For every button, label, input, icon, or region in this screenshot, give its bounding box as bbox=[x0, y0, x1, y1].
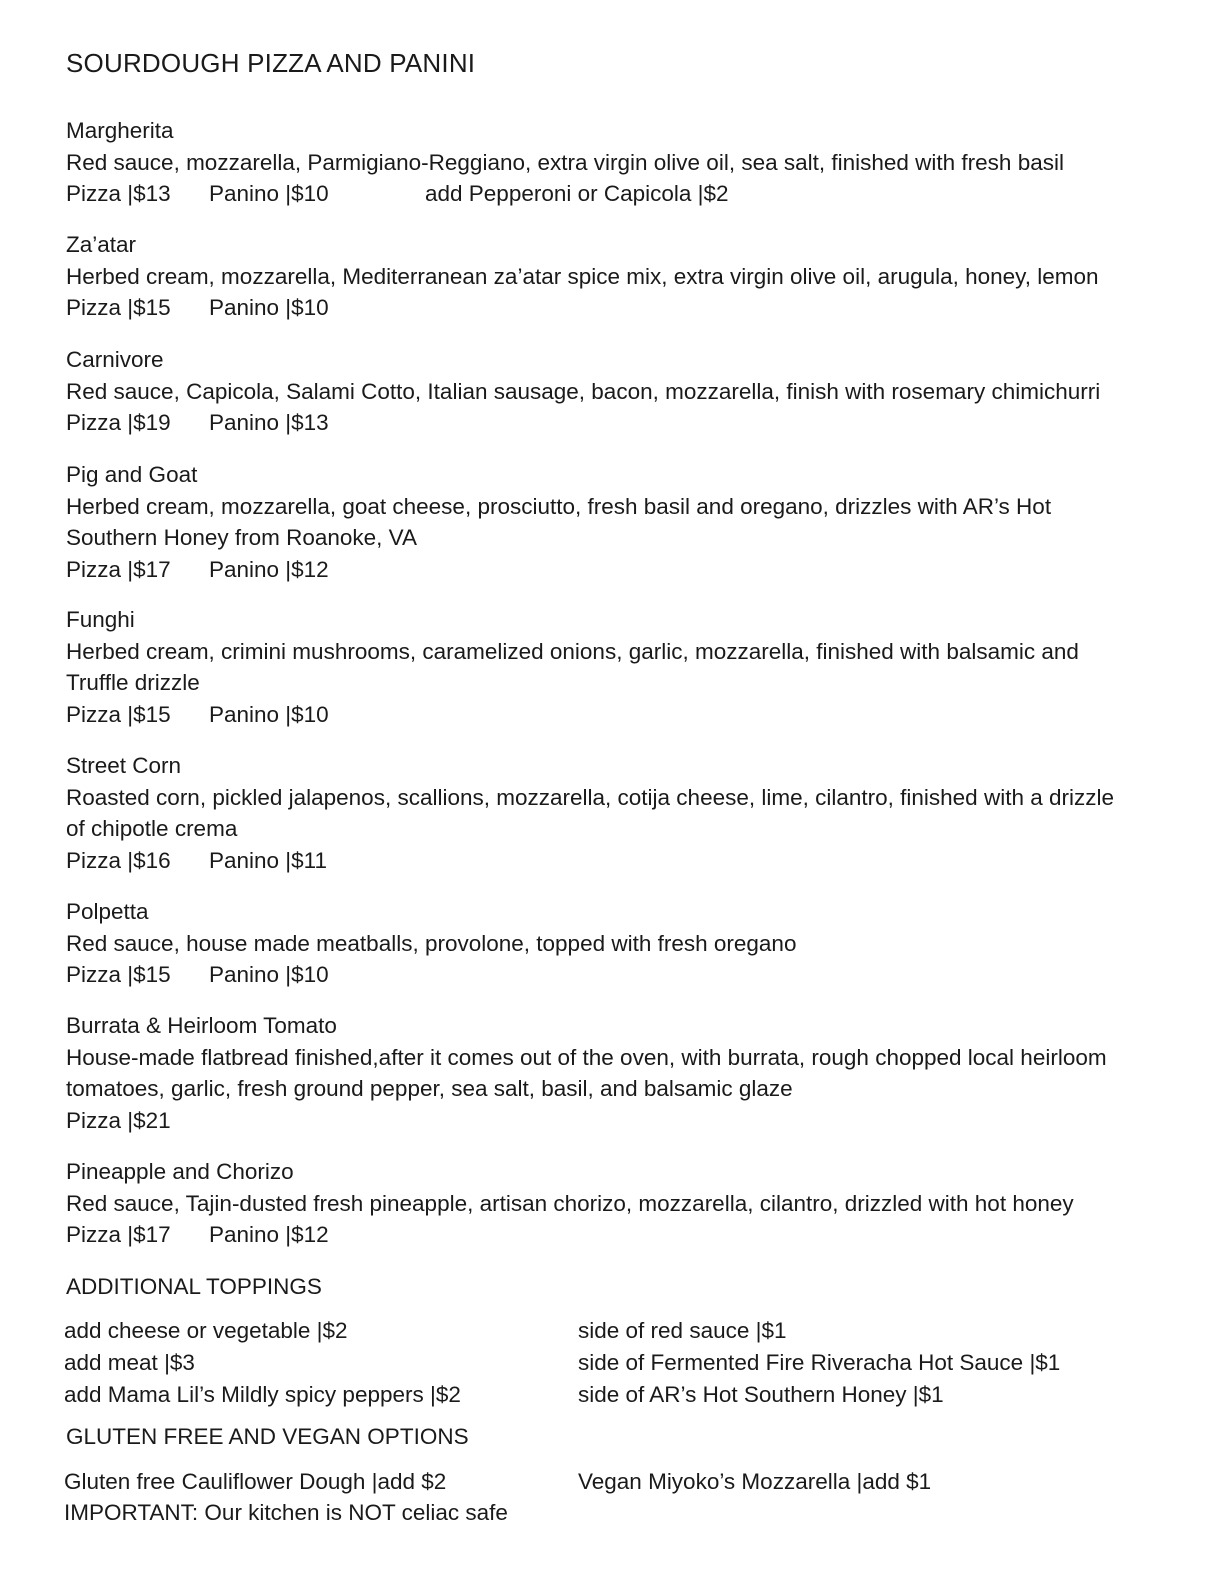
item-name: Street Corn bbox=[66, 753, 182, 778]
item-name: Burrata & Heirloom Tomato bbox=[66, 1013, 337, 1038]
item-description-line: of chipotle crema bbox=[66, 816, 238, 841]
item-prices bbox=[66, 1105, 1196, 1137]
panino-price: Panino |$13 bbox=[209, 410, 329, 435]
pizza-price: Pizza |$15 bbox=[66, 962, 171, 987]
pizza-price: Pizza |$17 bbox=[66, 1222, 171, 1247]
item-description-line: Southern Honey from Roanoke, VA bbox=[66, 525, 418, 550]
item-name: Za’atar bbox=[66, 232, 137, 257]
panino-price: Panino |$10 bbox=[209, 962, 329, 987]
item-prices bbox=[66, 407, 1196, 439]
item-description-line: Herbed cream, crimini mushrooms, caramelized onions, garlic, mozzarella, finished with balsamic and bbox=[66, 638, 1079, 664]
item-description-line: Roasted corn, pickled jalapenos, scallions, mozzarella, cotija cheese, lime, cilantro, finished with a drizzle bbox=[66, 784, 1114, 810]
menu-item-pineapple-chorizo bbox=[66, 1156, 1196, 1251]
pizza-price: Pizza |$15 bbox=[66, 701, 171, 727]
item-name: Funghi bbox=[66, 607, 135, 632]
pizza-price: Pizza |$21 bbox=[66, 1107, 171, 1133]
item-description-line: Herbed cream, mozzarella, goat cheese, prosciutto, fresh basil and oregano, drizzles with AR’s Hot bbox=[66, 493, 1052, 519]
item-prices bbox=[66, 845, 1196, 877]
pizza-price: Pizza |$19 bbox=[66, 410, 171, 435]
item-prices bbox=[66, 292, 1196, 324]
panino-price: Panino |$10 bbox=[209, 701, 329, 727]
item-description-line: Truffle drizzle bbox=[66, 670, 200, 695]
gluten-free-vegan-heading: GLUTEN FREE AND VEGAN OPTIONS bbox=[66, 1424, 469, 1449]
pizza-price: Pizza |$13 bbox=[66, 181, 171, 206]
menu-item-street-corn bbox=[66, 750, 1196, 876]
menu-item-carnivore bbox=[66, 344, 1196, 439]
item-prices bbox=[66, 959, 1196, 991]
menu-item-burrata-heirloom bbox=[66, 1010, 1196, 1136]
item-prices bbox=[66, 1219, 1196, 1251]
item-description-line: House-made flatbread finished,after it comes out of the oven, with burrata, rough chopped local heirloom bbox=[66, 1044, 1107, 1070]
pizza-price: Pizza |$16 bbox=[66, 847, 171, 873]
item-name: Polpetta bbox=[66, 899, 149, 924]
side-item: side of red sauce |$1 bbox=[578, 1318, 787, 1343]
item-name: Margherita bbox=[66, 118, 174, 143]
additional-toppings-heading: ADDITIONAL TOPPINGS bbox=[66, 1274, 322, 1299]
item-description: Red sauce, mozzarella, Parmigiano-Reggiano, extra virgin olive oil, sea salt, finished with fresh basil bbox=[66, 149, 1064, 175]
side-item: side of AR’s Hot Southern Honey |$1 bbox=[578, 1382, 944, 1407]
item-description: Red sauce, house made meatballs, provolone, topped with fresh oregano bbox=[66, 930, 797, 956]
panino-price: Panino |$12 bbox=[209, 556, 329, 582]
topping-item: add meat |$3 bbox=[64, 1350, 195, 1375]
menu-item-funghi bbox=[66, 604, 1196, 730]
menu-item-margherita bbox=[66, 115, 1196, 210]
topping-item: add cheese or vegetable |$2 bbox=[64, 1318, 348, 1343]
menu-item-zaatar bbox=[66, 229, 1196, 324]
item-name: Pig and Goat bbox=[66, 462, 198, 487]
item-description: Red sauce, Tajin-dusted fresh pineapple, artisan chorizo, mozzarella, cilantro, drizzled with hot honey bbox=[66, 1190, 1074, 1216]
menu-title: SOURDOUGH PIZZA AND PANINI bbox=[66, 48, 476, 78]
item-name: Pineapple and Chorizo bbox=[66, 1159, 294, 1184]
menu-item-pig-and-goat bbox=[66, 459, 1196, 585]
menu-item-polpetta bbox=[66, 896, 1196, 991]
item-description: Herbed cream, mozzarella, Mediterranean za’atar spice mix, extra virgin olive oil, arugula, honey, lemon bbox=[66, 263, 1099, 289]
item-description-line: tomatoes, garlic, fresh ground pepper, sea salt, basil, and balsamic glaze bbox=[66, 1076, 793, 1101]
item-prices bbox=[66, 178, 1196, 210]
panino-price: Panino |$10 bbox=[209, 295, 329, 320]
item-name: Carnivore bbox=[66, 347, 164, 372]
topping-item: add Mama Lil’s Mildly spicy peppers |$2 bbox=[64, 1382, 461, 1407]
gluten-free-option: Gluten free Cauliflower Dough |add $2 bbox=[64, 1469, 447, 1494]
celiac-warning: IMPORTANT: Our kitchen is NOT celiac safe bbox=[64, 1500, 508, 1525]
item-description: Red sauce, Capicola, Salami Cotto, Italian sausage, bacon, mozzarella, finish with rosemary chimichurri bbox=[66, 378, 1101, 404]
addon-price: add Pepperoni or Capicola |$2 bbox=[425, 181, 729, 206]
item-prices bbox=[66, 554, 1196, 586]
panino-price: Panino |$11 bbox=[209, 847, 328, 873]
panino-price: Panino |$12 bbox=[209, 1222, 329, 1247]
item-prices bbox=[66, 699, 1196, 731]
pizza-price: Pizza |$17 bbox=[66, 556, 171, 582]
side-item: side of Fermented Fire Riveracha Hot Sauce |$1 bbox=[578, 1350, 1061, 1375]
pizza-price: Pizza |$15 bbox=[66, 295, 171, 320]
panino-price: Panino |$10 bbox=[209, 181, 329, 206]
vegan-option: Vegan Miyoko’s Mozzarella |add $1 bbox=[578, 1469, 932, 1494]
